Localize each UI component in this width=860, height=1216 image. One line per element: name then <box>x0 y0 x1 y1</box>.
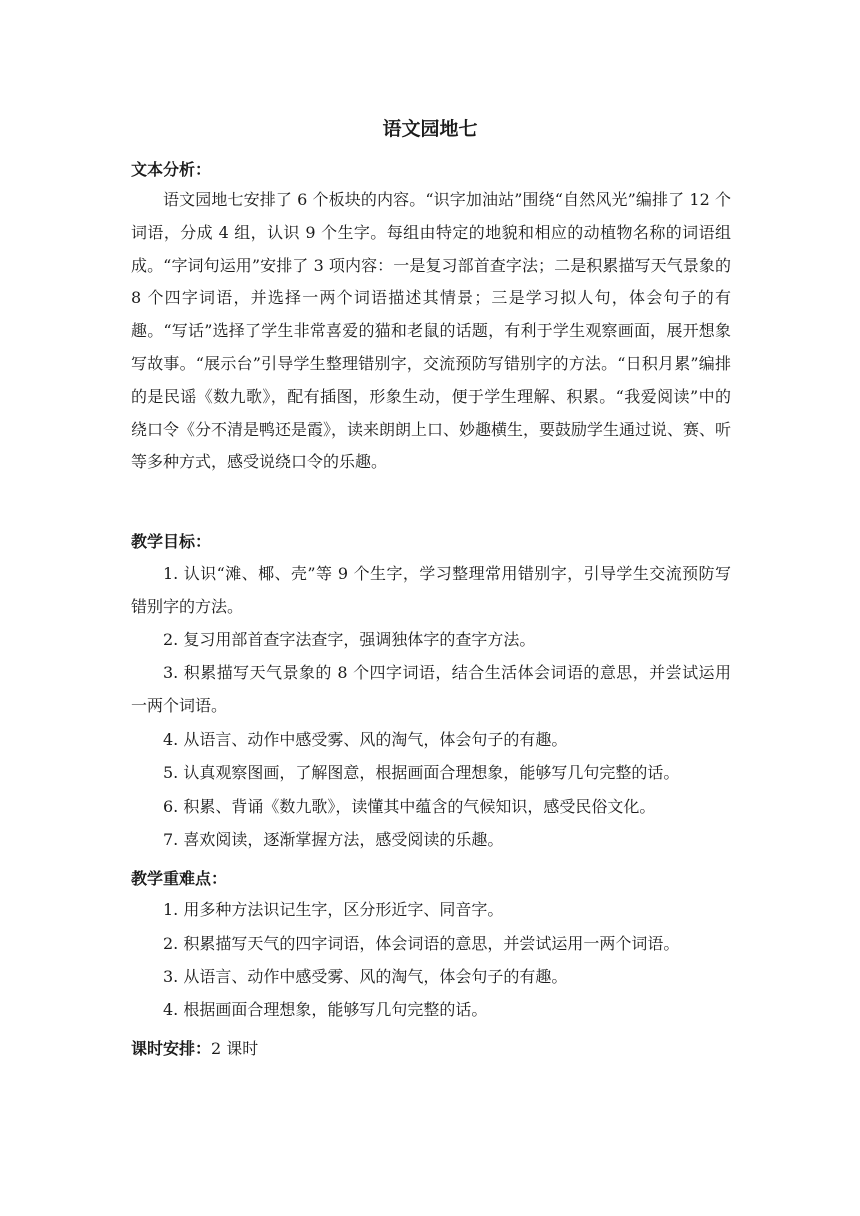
key-point-2: 2. 积累描写天气的四字词语，体会词语的意思，并尝试运用一两个词语。 <box>163 934 680 953</box>
schedule-value: 2 课时 <box>211 1039 259 1058</box>
document-title: 语文园地七 <box>382 118 478 140</box>
goal-item-4: 4. 从语言、动作中感受雾、风的淘气，体会句子的有趣。 <box>163 730 568 749</box>
goals-heading: 教学目标： <box>131 532 212 551</box>
key-point-1: 1. 用多种方法识记生字，区分形近字、同音字。 <box>163 900 504 919</box>
goal-item-7: 7. 喜欢阅读，逐渐掌握方法，感受阅读的乐趣。 <box>163 830 504 849</box>
key-point-3: 3. 从语言、动作中感受雾、风的淘气，体会句子的有趣。 <box>163 967 568 986</box>
key-point-4: 4. 根据画面合理想象，能够写几句完整的话。 <box>163 1000 488 1019</box>
goal-item-3: 3. 积累描写天气景象的 8 个四字词语，结合生活体会词语的意思，并尝试运用一两个词语。 <box>131 663 731 715</box>
key-points-heading: 教学重难点： <box>131 869 228 888</box>
goal-item-1: 1. 认识“滩、椰、壳”等 9 个生字，学习整理常用错别字，引导学生交流预防写错别字的方法。 <box>131 564 731 616</box>
schedule-line <box>131 1036 258 1059</box>
analysis-paragraph: 语文园地七安排了 6 个板块的内容。“识字加油站”围绕“自然风光”编排了 12 个词语，分成 4 组，认识 9 个生字。每组由特定的地貌和相应的动植物名称的词语组成。“字词句运用”安排了 3 项内容：一是复习部首查字法；二是积累描写天气景象的 8 个四字词语，并选择一两个词语描述其情景；三是学习拟人句，体会句子的有趣。“写话”选择了学生非常喜爱的猫和老鼠的话题，有利于学生观察画面，展开想象写故事。“展示台”引导学生整理错别字，交流预防写错别字的方法。“日积月累”编排的是民谣《数九歌》，配有插图，形象生动，便于学生理解、积累。“我爱阅读”中的绕口令《分不清是鸭还是霞》，读来朗朗上口、妙趣横生，要鼓励学生通过说、赛、听等多种方式，感受说绕口令的乐趣。 <box>131 190 732 472</box>
analysis-heading: 文本分析： <box>131 160 212 179</box>
goal-item-2: 2. 复习用部首查字法查字，强调独体字的查字方法。 <box>163 630 536 649</box>
schedule-heading: 课时安排： <box>131 1039 212 1058</box>
goal-item-6: 6. 积累、背诵《数九歌》，读懂其中蕴含的气候知识，感受民俗文化。 <box>163 797 656 816</box>
goal-item-5: 5. 认真观察图画，了解图意，根据画面合理想象，能够写几句完整的话。 <box>163 763 680 782</box>
